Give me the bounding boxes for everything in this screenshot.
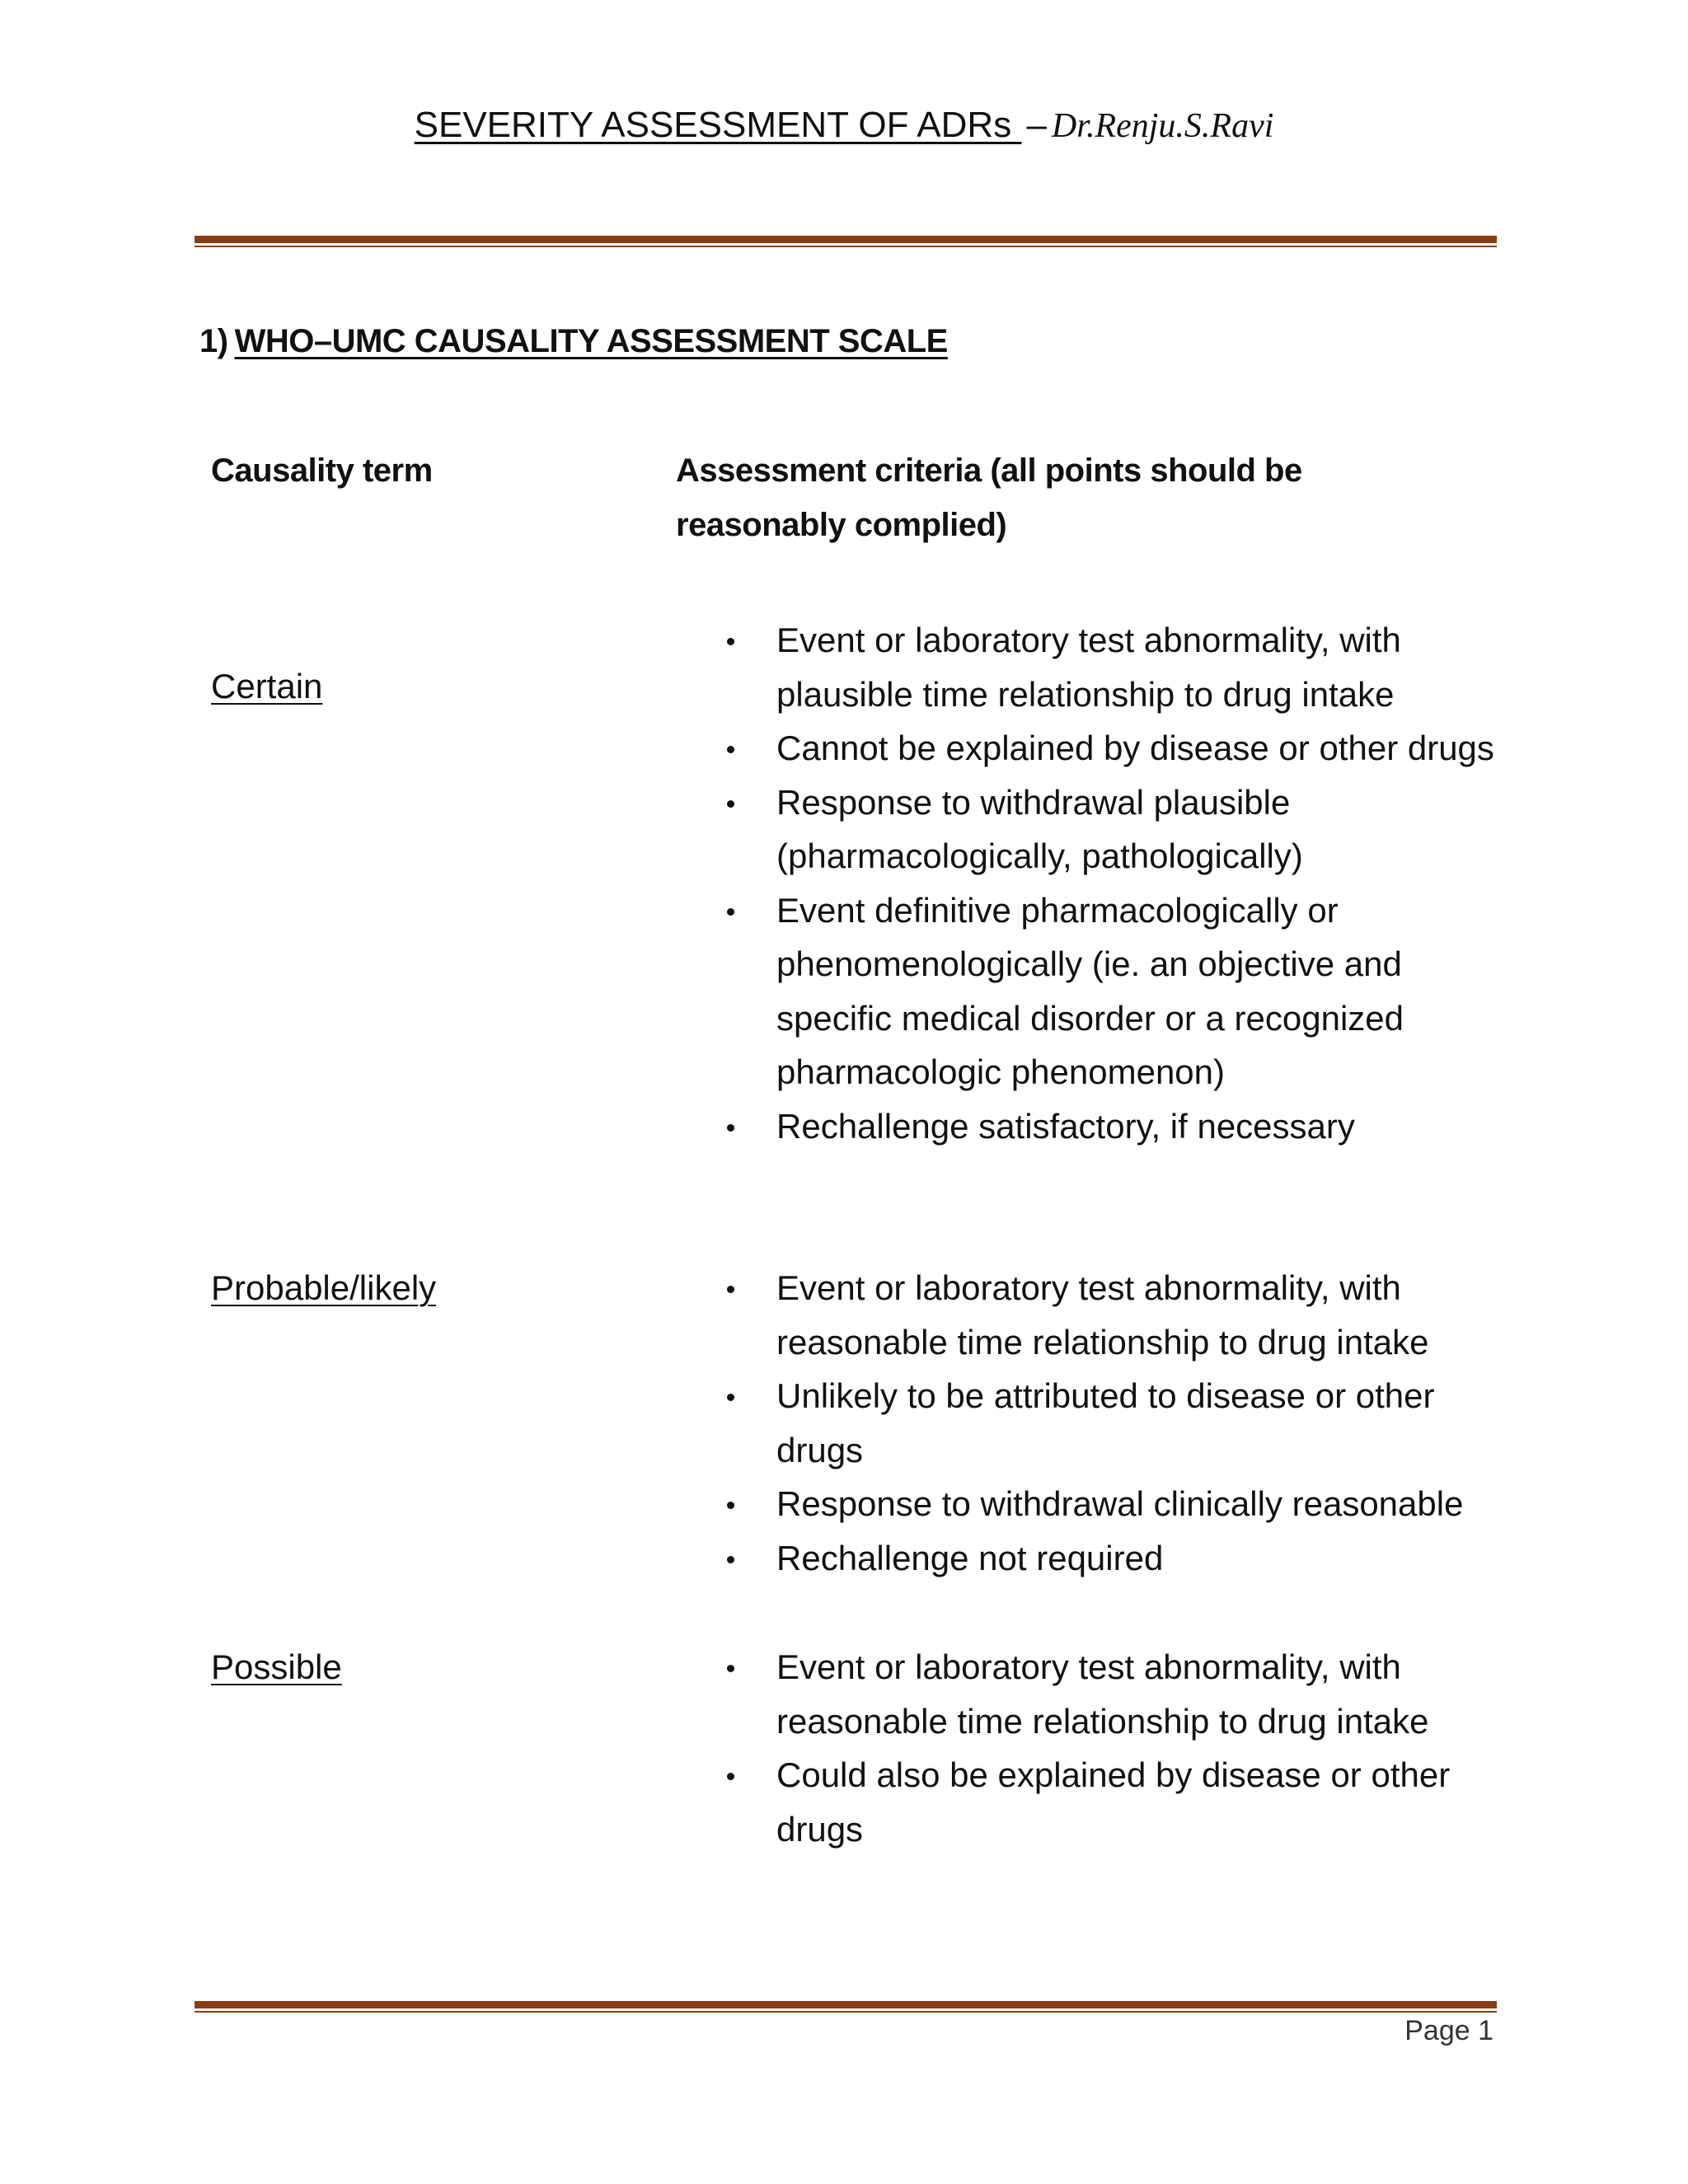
criteria-item: Response to withdrawal plausible (pharmacologically, pathologically) xyxy=(717,776,1508,883)
criteria-item: Cannot be explained by disease or other drugs xyxy=(717,721,1508,776)
column-header-criteria: Assessment criteria (all points should be reasonably complied) xyxy=(676,452,1302,543)
criteria-item: Unlikely to be attributed to disease or other drugs xyxy=(717,1369,1508,1477)
criteria-item: Rechallenge not required xyxy=(717,1531,1508,1586)
section-title: WHO–UMC CAUSALITY ASSESSMENT SCALE xyxy=(234,323,948,359)
criteria-list-possible xyxy=(717,1640,1508,1856)
document-author: Dr.Renju.S.Ravi xyxy=(1051,107,1274,145)
document-title: SEVERITY ASSESSMENT OF ADRs xyxy=(414,105,1022,145)
criteria-list-probable xyxy=(717,1261,1508,1585)
section-number: 1) xyxy=(199,323,228,359)
criteria-item: Response to withdrawal clinically reasonable xyxy=(717,1477,1508,1531)
header-divider xyxy=(195,236,1497,247)
criteria-item: Rechallenge satisfactory, if necessary xyxy=(717,1099,1508,1154)
criteria-item: Event or laboratory test abnormality, with plausible time relationship to drug intake xyxy=(717,613,1508,721)
criteria-list-certain xyxy=(717,613,1508,1153)
term-probable-likely: Probable/likely xyxy=(211,1268,437,1307)
footer-divider xyxy=(195,2001,1497,2013)
column-header-term: Causality term xyxy=(211,452,433,489)
page-number: Page 1 xyxy=(1404,2015,1493,2046)
term-certain: Certain xyxy=(211,667,323,705)
criteria-item: Event or laboratory test abnormality, with reasonable time relationship to drug intake xyxy=(717,1261,1508,1369)
criteria-item: Event or laboratory test abnormality, with reasonable time relationship to drug intake xyxy=(717,1640,1508,1748)
title-separator: – xyxy=(1026,105,1047,145)
document-header xyxy=(0,101,1688,151)
criteria-item: Could also be explained by disease or other drugs xyxy=(717,1748,1508,1856)
section-heading xyxy=(199,320,948,363)
criteria-item: Event definitive pharmacologically or phenomenologically (ie. an objective and specific medical disorder or a recognized pharmacologic phenomenon) xyxy=(717,883,1508,1099)
term-possible: Possible xyxy=(211,1647,342,1686)
